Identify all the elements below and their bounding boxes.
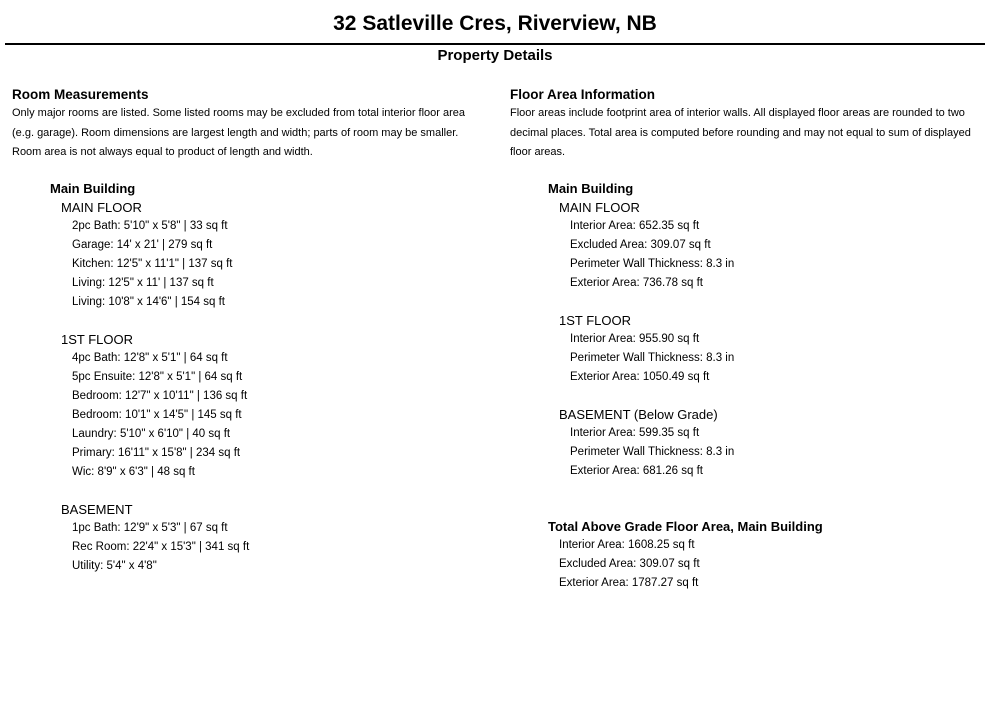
room-item: Wic: 8'9" x 6'3" | 48 sq ft: [72, 465, 195, 478]
floor-name: MAIN FLOOR: [61, 199, 142, 215]
area-item: Interior Area: 652.35 sq ft: [570, 219, 700, 232]
floor-name: MAIN FLOOR: [559, 199, 640, 215]
room-item: 4pc Bath: 12'8" x 5'1" | 64 sq ft: [72, 351, 228, 364]
area-item: Perimeter Wall Thickness: 8.3 in: [570, 351, 735, 364]
building-name: Main Building: [50, 180, 136, 196]
floor-basement-area: [559, 405, 990, 481]
room-measurements-heading: Room Measurements: [12, 87, 149, 102]
room-item: 2pc Bath: 5'10" x 5'8" | 33 sq ft: [72, 219, 228, 232]
room-item: Utility: 5'4" x 4'8": [72, 559, 157, 572]
title-divider: [5, 43, 985, 45]
total-item: Interior Area: 1608.25 sq ft: [559, 538, 695, 551]
floor-name: 1ST FLOOR: [61, 331, 134, 347]
page-title: 32 Satleville Cres, Riverview, NB: [333, 12, 657, 35]
floor-main: [61, 198, 490, 312]
area-item: Interior Area: 599.35 sq ft: [570, 426, 700, 439]
description-line: Floor areas include footprint area of interior walls. All displayed floor areas are rounded to two: [510, 107, 965, 119]
floor-1st-area: [559, 311, 990, 387]
total-item: Exterior Area: 1787.27 sq ft: [559, 576, 699, 589]
floor-name: BASEMENT (Below Grade): [559, 406, 718, 422]
room-item: Living: 10'8" x 14'6" | 154 sq ft: [72, 295, 225, 308]
floor-area-heading: Floor Area Information: [510, 87, 656, 102]
area-item: Excluded Area: 309.07 sq ft: [570, 238, 711, 251]
description-line: floor areas.: [510, 146, 566, 158]
description-line: (e.g. garage). Room dimensions are largest length and width; parts of room may be smaller.: [12, 126, 459, 139]
room-item: Garage: 14' x 21' | 279 sq ft: [72, 238, 213, 251]
room-measurements-description: [12, 104, 490, 163]
total-above-grade: [548, 517, 990, 593]
floor-area-section: [510, 86, 990, 593]
total-item: Excluded Area: 309.07 sq ft: [559, 557, 700, 570]
description-line: Room area is not always equal to product of length and width.: [12, 146, 313, 158]
room-item: Bedroom: 12'7" x 10'11" | 136 sq ft: [72, 389, 248, 402]
area-item: Perimeter Wall Thickness: 8.3 in: [570, 257, 735, 270]
area-item: Perimeter Wall Thickness: 8.3 in: [570, 445, 735, 458]
room-item: Primary: 16'11" x 15'8" | 234 sq ft: [72, 446, 241, 459]
room-item: Bedroom: 10'1" x 14'5" | 145 sq ft: [72, 408, 242, 421]
room-item: Kitchen: 12'5" x 11'1" | 137 sq ft: [72, 257, 233, 270]
room-item: Laundry: 5'10" x 6'10" | 40 sq ft: [72, 427, 231, 440]
description-line: Only major rooms are listed. Some listed rooms may be excluded from total interior floor area: [12, 107, 466, 119]
room-item: Living: 12'5" x 11' | 137 sq ft: [72, 276, 214, 289]
building-areas: [548, 179, 990, 481]
floor-name: 1ST FLOOR: [559, 312, 632, 328]
floor-basement: [61, 500, 490, 576]
floor-1st: [61, 330, 490, 482]
room-item: Rec Room: 22'4" x 15'3" | 341 sq ft: [72, 540, 250, 553]
description-line: decimal places. Total area is computed before rounding and may not equal to sum of displayed: [510, 126, 971, 139]
room-measurements-section: [12, 86, 490, 576]
area-item: Interior Area: 955.90 sq ft: [570, 332, 700, 345]
room-item: 5pc Ensuite: 12'8" x 5'1" | 64 sq ft: [72, 370, 243, 383]
floor-area-description: [510, 104, 990, 163]
page-subtitle: Property Details: [437, 47, 553, 64]
building-name: Main Building: [548, 180, 634, 196]
area-item: Exterior Area: 736.78 sq ft: [570, 276, 703, 289]
total-heading: Total Above Grade Floor Area, Main Building: [548, 518, 823, 534]
room-item: 1pc Bath: 12'9" x 5'3" | 67 sq ft: [72, 521, 228, 534]
building-rooms: [50, 179, 490, 576]
floor-name: BASEMENT: [61, 501, 133, 517]
floor-main-area: [559, 198, 990, 293]
area-item: Exterior Area: 681.26 sq ft: [570, 464, 703, 477]
area-item: Exterior Area: 1050.49 sq ft: [570, 370, 710, 383]
